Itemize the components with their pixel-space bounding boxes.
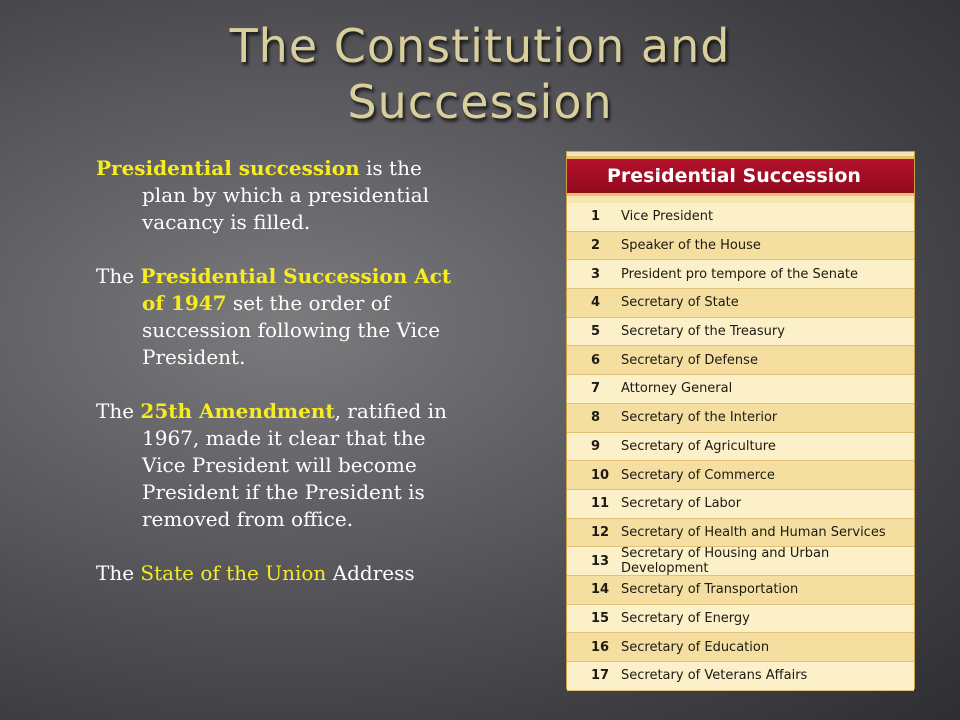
bullet-text: is the plan by which a presidential vacancy is filled.	[142, 156, 430, 234]
table-row	[567, 490, 914, 519]
row-office: Secretary of Education	[621, 639, 770, 655]
table-header: Presidential Succession	[567, 156, 914, 196]
slide-title	[140, 18, 820, 130]
row-office: Secretary of Defense	[621, 352, 758, 368]
row-number: 1	[591, 209, 601, 225]
bullet-highlight: Presidential succession	[96, 156, 360, 180]
table-row	[567, 662, 914, 691]
row-office: Secretary of Health and Human Services	[621, 524, 886, 540]
row-number: 17	[591, 668, 610, 684]
table-row	[567, 461, 914, 490]
row-number: 14	[591, 582, 610, 598]
bullet-item	[96, 398, 468, 533]
row-office: Secretary of Energy	[621, 610, 750, 626]
row-office: President pro tempore of the Senate	[621, 266, 859, 282]
bullet-highlight: Presidential Succession Act of 1947	[140, 264, 452, 315]
bullet-item	[96, 155, 468, 236]
row-number: 7	[591, 381, 601, 397]
bullet-item	[96, 560, 468, 587]
bullet-highlight: State of the Union	[140, 561, 327, 585]
bullet-prefix: The	[96, 561, 141, 585]
row-number: 4	[591, 295, 601, 311]
table-row	[567, 289, 914, 318]
bullet-item	[96, 263, 468, 371]
table-row	[567, 605, 914, 634]
row-office: Speaker of the House	[621, 238, 761, 254]
row-number: 15	[591, 610, 610, 626]
table-row	[567, 232, 914, 261]
row-number: 10	[591, 467, 610, 483]
table-row	[567, 375, 914, 404]
row-office: Vice President	[621, 209, 714, 225]
row-number: 3	[591, 266, 601, 282]
row-number: 9	[591, 438, 601, 454]
succession-table	[567, 152, 914, 688]
table-row	[567, 433, 914, 462]
bullet-text: Address	[326, 561, 415, 585]
row-office: Secretary of the Treasury	[621, 324, 785, 340]
row-number: 5	[591, 324, 601, 340]
row-office: Secretary of Commerce	[621, 467, 775, 483]
bullet-text: , ratified in 1967, made it clear that the Vice President will become President if the President is removed from office.	[142, 399, 447, 531]
bullet-list	[96, 155, 468, 614]
table-row	[567, 346, 914, 375]
row-number: 13	[591, 553, 610, 569]
row-office: Secretary of Labor	[621, 496, 742, 512]
bullet-highlight: 25th Amendment	[140, 399, 335, 423]
table-body	[567, 203, 914, 691]
row-office: Secretary of Agriculture	[621, 438, 776, 454]
table-row	[567, 576, 914, 605]
row-office: Secretary of Veterans Affairs	[621, 668, 808, 684]
row-office: Secretary of Transportation	[621, 582, 799, 598]
row-number: 6	[591, 352, 601, 368]
table-row	[567, 519, 914, 548]
table-row	[567, 547, 914, 576]
row-number: 16	[591, 639, 610, 655]
table-row	[567, 633, 914, 662]
row-office: Secretary of State	[621, 295, 739, 311]
row-number: 2	[591, 238, 601, 254]
table-row	[567, 318, 914, 347]
bullet-prefix: The	[96, 264, 141, 288]
table-row	[567, 260, 914, 289]
title-line-1: The Constitution and	[229, 19, 731, 73]
row-number: 12	[591, 524, 610, 540]
bullet-text: set the order of succession following the Vice President.	[142, 291, 441, 369]
row-office: Secretary of Housing and Urban Development	[621, 546, 830, 577]
row-office: Secretary of the Interior	[621, 410, 778, 426]
table-row	[567, 203, 914, 232]
bullet-prefix: The	[96, 399, 141, 423]
row-number: 11	[591, 496, 610, 512]
title-line-2: Succession	[347, 75, 613, 129]
row-office: Attorney General	[621, 381, 733, 397]
table-row	[567, 404, 914, 433]
row-number: 8	[591, 410, 601, 426]
